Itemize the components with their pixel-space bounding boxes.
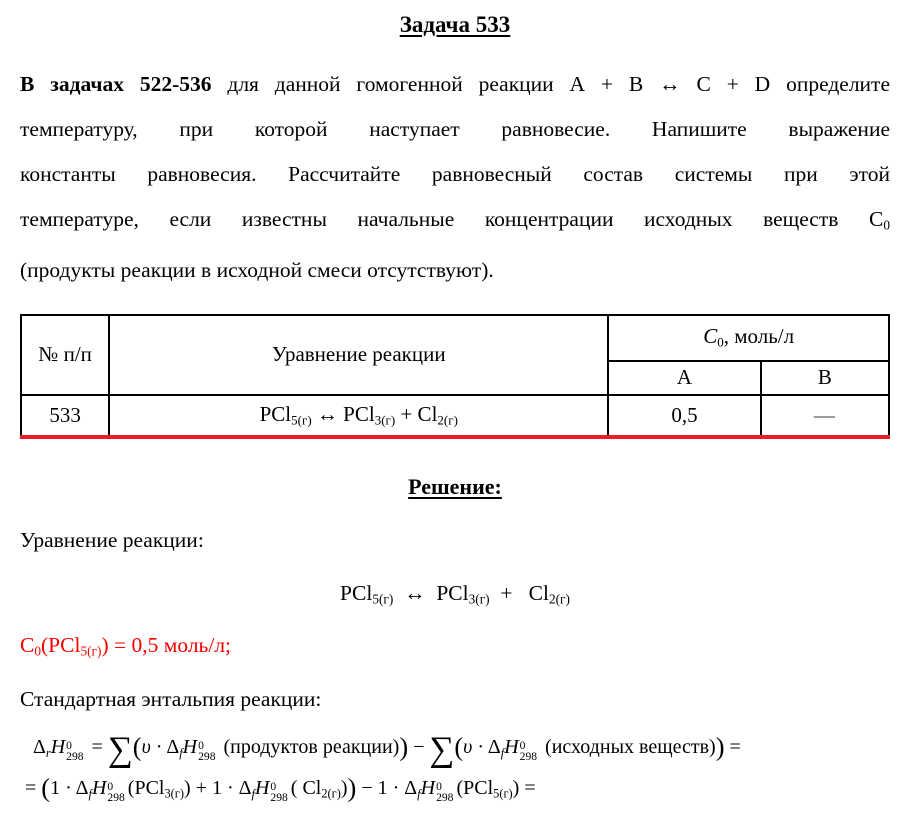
table-header-c0: C0, моль/л	[608, 315, 889, 361]
table-header-equation: Уравнение реакции	[109, 315, 608, 395]
table-cell-c0-a: 0,5	[608, 395, 760, 437]
page-title: Задача 533	[399, 12, 511, 37]
intro-paragraph	[20, 62, 890, 293]
table-cell-problem-number: 533	[21, 395, 109, 437]
intro-line: температуру, при которой наступает равновесие. Напишите выражение	[20, 117, 890, 141]
table-header-col-b: В	[761, 361, 889, 395]
document-page	[0, 12, 913, 820]
table-header-col-a: А	[608, 361, 760, 395]
table-row	[21, 395, 889, 437]
equation-label: Уравнение реакции:	[20, 527, 204, 552]
table-cell-reaction-equation: PCl5(г) ↔ PCl3(г) + Cl2(г)	[109, 395, 608, 437]
enthalpy-label: Стандартная энтальпия реакции:	[20, 687, 322, 712]
intro-line: В задачах 522-536 для данной гомогенной реакции А + В ↔ С + D определите	[20, 72, 890, 96]
table-cell-c0-b: —	[761, 395, 889, 437]
intro-line: константы равновесия. Рассчитайте равновесный состав системы при этой	[20, 162, 890, 186]
table-header-num: № п/п	[21, 315, 109, 395]
intro-line: температуре, если известны начальные концентрации исходных веществ С0	[20, 207, 890, 233]
solution-heading: Решение:	[408, 473, 502, 499]
initial-concentration-line: C0(PCl5(г)) = 0,5 моль/л;	[20, 633, 232, 660]
enthalpy-formula-line-2: = ($1 \cdot \Delta_fH$ 0 298 $(PCl3(г)) + 1 \cdot \Delta_fH$ 0 298 ( $Cl2(г))) - 1 \cdot \Delta_fH$ 0 298 (PCl5(г)) =	[25, 772, 536, 805]
problem-table	[20, 314, 890, 439]
enthalpy-formula-line-1: $\Delta_rH$ 0 298 = $\sum(\upsilon \cdot \Delta_fH$ 0 298 (продуктов реакции)) − $\sum(\upsilon \cdot \Delta_fH$ 0 298 (исходных веществ)) =	[33, 729, 741, 769]
reaction-equation: PCl5(г) ↔ PCl3(г) + Cl2(г)	[340, 580, 570, 607]
intro-line: (продукты реакции в исходной смеси отсутствуют).	[20, 257, 494, 282]
